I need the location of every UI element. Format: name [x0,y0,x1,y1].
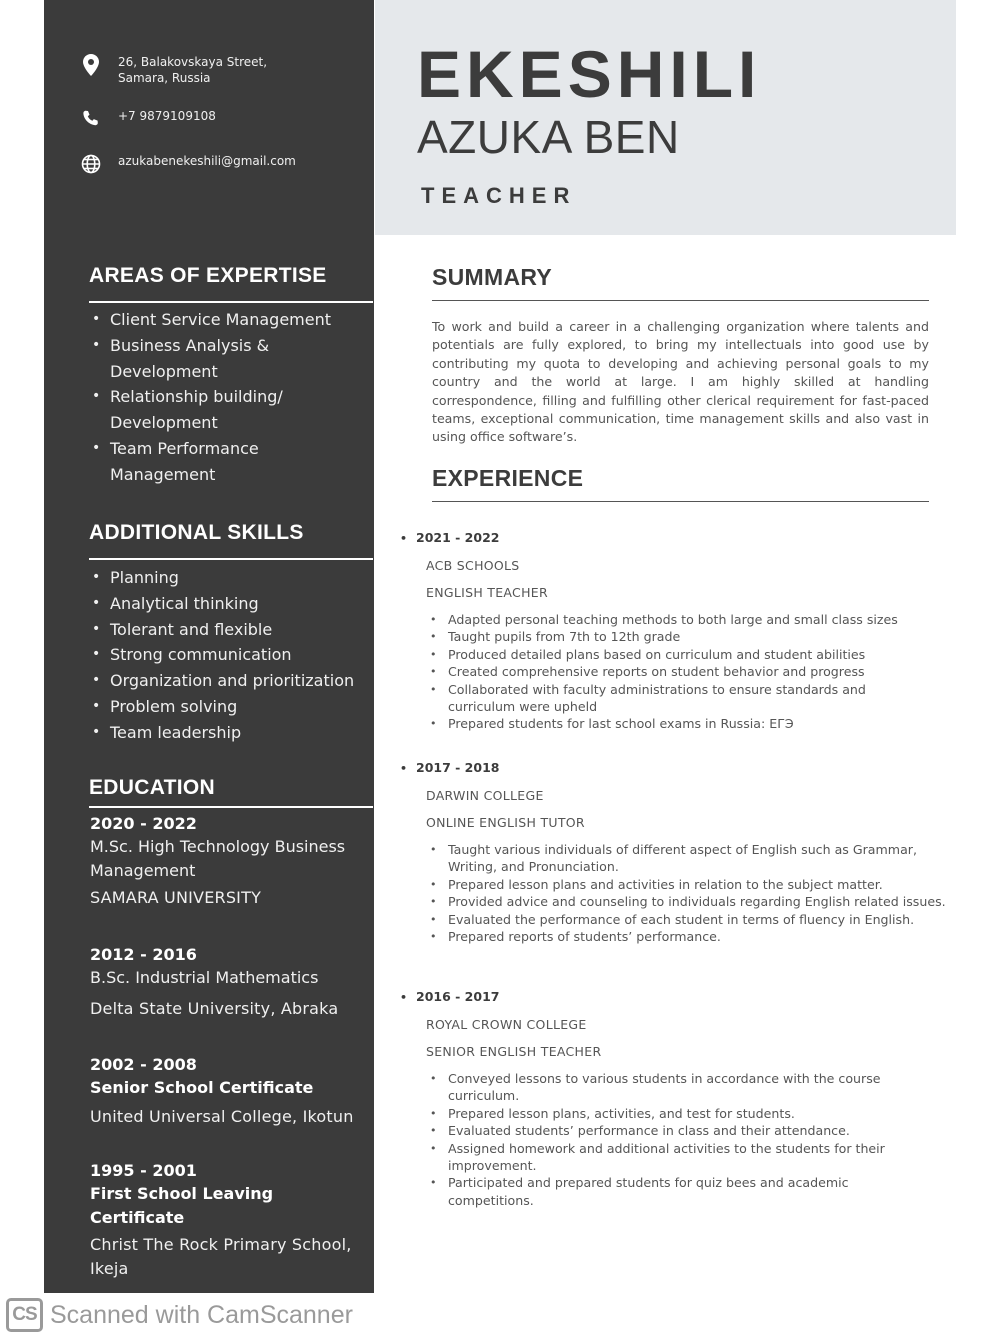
list-item: • Analytical thinking [92,591,372,617]
list-item: • Prepared lesson plans and activities in relation to the subject matter. [430,876,952,893]
location-pin-icon [80,54,102,76]
skills-heading: ADDITIONAL SKILLS [89,521,304,544]
list-item: • Provided advice and counseling to individuals regarding English related issues. [430,893,952,910]
summary-divider [432,300,929,301]
job-years: • 2021 - 2022 [400,530,499,545]
education-degree: First School Leaving Certificate [90,1184,274,1227]
job-company: ROYAL CROWN COLLEGE [426,1017,587,1032]
name-header [375,0,956,235]
education-school: Delta State University, Abraka [90,999,339,1018]
skills-divider [89,558,373,560]
contact-phone [80,108,216,130]
expertise-divider [89,301,373,303]
experience-divider [432,501,929,502]
contact-address [80,54,267,86]
list-item: • Created comprehensive reports on student behavior and progress [430,663,952,680]
education-years: 2012 - 2016 [90,945,197,964]
education-heading: EDUCATION [89,776,215,799]
list-item: • Relationship building/ Development [92,384,332,436]
job-duties [430,1070,930,1209]
phone-icon [80,108,102,130]
job-title: ONLINE ENGLISH TUTOR [426,815,585,830]
list-item: • Evaluated the performance of each student in terms of fluency in English. [430,911,952,928]
surname: EKESHILI [417,37,762,111]
list-item: • Participated and prepared students for quiz bees and academic competitions. [430,1174,930,1209]
education-years: 1995 - 2001 [90,1161,197,1180]
list-item: • Tolerant and flexible [92,617,372,643]
given-names: AZUKA BEN [417,111,680,163]
job-duties [430,611,952,733]
education-years: 2020 - 2022 [90,814,197,833]
job-years: • 2016 - 2017 [400,989,499,1004]
contact-email [80,153,296,175]
education-entry [90,1054,370,1129]
watermark-text: Scanned with CamScanner [50,1300,353,1329]
list-item: • Client Service Management [92,307,332,333]
list-item: • Business Analysis & Development [92,333,332,385]
education-entry [90,944,370,1021]
summary-text: To work and build a career in a challenging organization where talents and potentials are fully explored, to bring my intellectuals into good use by contributing my quota to developing and achieving personal goals to my country and the world at large. I am highly skilled at handling correspondence, filling and fulfilling other clerical requirement for fast-paced teams, exceptional communication, time management skills and also vast in using office software’s. [432,319,929,445]
list-item: • Team Performance Management [92,436,332,488]
job-role: TEACHER [421,183,577,208]
list-item: • Organization and prioritization [92,668,372,694]
education-school: Christ The Rock Primary School, Ikeja [90,1235,352,1278]
education-school: United Universal College, Ikotun [90,1107,354,1126]
education-school: SAMARA UNIVERSITY [90,888,262,907]
job-company: DARWIN COLLEGE [426,788,544,803]
education-divider [89,806,373,808]
list-item: • Problem solving [92,694,372,720]
education-entry [90,1160,370,1281]
education-degree: B.Sc. Industrial Mathematics [90,968,319,987]
list-item: • Conveyed lessons to various students in accordance with the course curriculum. [430,1070,930,1105]
address-line-1: 26, Balakovskaya Street, [118,55,268,69]
job-title: ENGLISH TEACHER [426,585,548,600]
education-years: 2002 - 2008 [90,1055,197,1074]
list-item: • Prepared reports of students’ performance. [430,928,952,945]
list-item: • Team leadership [92,720,372,746]
education-degree: M.Sc. High Technology Business Management [90,837,346,880]
camscanner-logo-icon: CS [6,1298,43,1332]
job-duties [430,841,952,945]
job-years: • 2017 - 2018 [400,760,499,775]
list-item: • Prepared lesson plans, activities, and test for students. [430,1105,930,1122]
list-item: • Prepared students for last school exams in Russia: ЕГЭ [430,715,952,732]
experience-heading: EXPERIENCE [432,465,584,491]
list-item: • Adapted personal teaching methods to both large and small class sizes [430,611,952,628]
expertise-heading: AREAS OF EXPERTISE [89,264,327,287]
list-item: • Strong communication [92,642,372,668]
job-company: ACB SCHOOLS [426,558,520,573]
globe-icon [80,153,102,175]
summary-heading: SUMMARY [432,264,553,290]
list-item: • Produced detailed plans based on curriculum and student abilities [430,646,952,663]
address-line-2: Samara, Russia [118,71,211,85]
skills-list [92,565,372,746]
list-item: • Evaluated students’ performance in class and their attendance. [430,1122,930,1139]
email-address: azukabenekeshili@gmail.com [118,154,296,168]
education-degree: Senior School Certificate [90,1078,314,1097]
phone-number: +7 9879109108 [118,109,216,123]
list-item: • Taught pupils from 7th to 12th grade [430,628,952,645]
list-item: • Collaborated with faculty administrations to ensure standards and curriculum were upheld [430,681,952,716]
sidebar [44,0,374,1293]
list-item: • Taught various individuals of different aspect of English such as Grammar, Writing, and Pronunciation. [430,841,952,876]
expertise-list [92,307,332,488]
job-title: SENIOR ENGLISH TEACHER [426,1044,602,1059]
list-item: • Assigned homework and additional activities to the students for their improvement. [430,1140,930,1175]
camscanner-watermark [6,1298,353,1332]
list-item: • Planning [92,565,372,591]
education-entry [90,813,370,910]
